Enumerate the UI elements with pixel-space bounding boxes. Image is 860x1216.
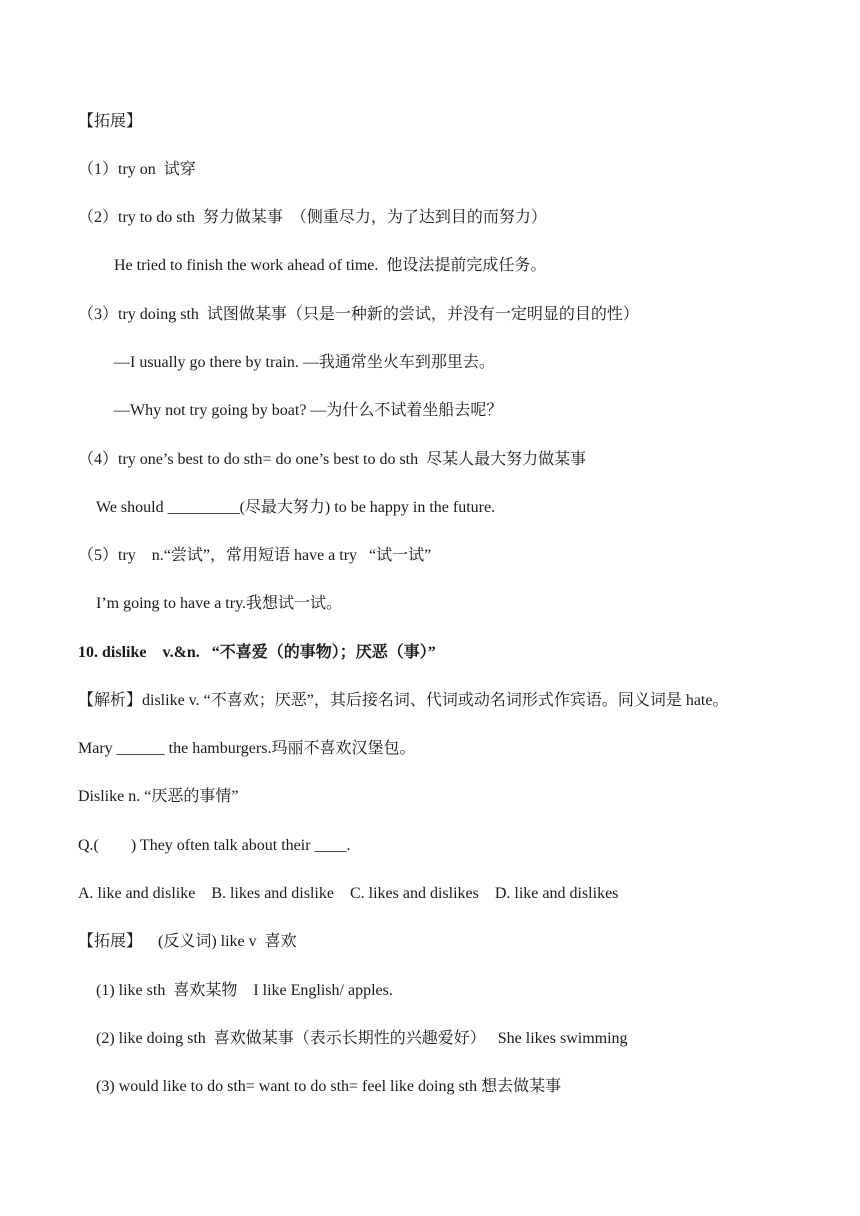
- try-ones-best-exercise: We should _________(尽最大努力) to be happy in the future.: [96, 499, 496, 516]
- would-like-item: (3) would like to do sth= want to do sth= feel like doing sth 想去做某事: [96, 1078, 562, 1095]
- try-on-item: （1）try on 试穿: [78, 161, 196, 178]
- try-ones-best-item: （4）try one’s best to do sth= do one’s best to do sth 尽某人最大努力做某事: [78, 451, 587, 468]
- dislike-heading: 10. dislike v.&n. “不喜爱（的事物）；厌恶（事）”: [78, 644, 436, 661]
- try-noun-item: （5）try n.“尝试”，常用短语 have a try “试一试”: [78, 547, 432, 564]
- dislike-noun-definition: Dislike n. “厌恶的事情”: [78, 788, 239, 805]
- expansion-heading: 【拓展】: [78, 113, 143, 130]
- try-doing-example-2: —Why not try going by boat? —为什么不试着坐船去呢？: [114, 402, 503, 419]
- try-to-do-item: （2）try to do sth 努力做某事 （侧重尽力，为了达到目的而努力）: [78, 209, 547, 226]
- question-stem: Q.( ) They often talk about their ____.: [78, 837, 351, 854]
- dislike-verb-exercise: Mary ______ the hamburgers.玛丽不喜欢汉堡包。: [78, 740, 416, 757]
- question-options: A. like and dislike B. likes and dislike C. likes and dislikes D. like and dislikes: [78, 885, 619, 902]
- like-expansion-heading: 【拓展】 (反义词) like v 喜欢: [78, 933, 297, 950]
- try-doing-item: （3）try doing sth 试图做某事（只是一种新的尝试，并没有一定明显的目的性）: [78, 306, 639, 323]
- try-noun-example: I’m going to have a try.我想试一试。: [96, 595, 343, 612]
- like-sth-item: (1) like sth 喜欢某物 I like English/ apples.: [96, 982, 393, 999]
- try-doing-example-1: —I usually go there by train. —我通常坐火车到那里去。: [114, 354, 495, 371]
- try-to-do-example: He tried to finish the work ahead of time. 他设法提前完成任务。: [114, 257, 547, 274]
- dislike-analysis: 【解析】dislike v. “不喜欢；厌恶”，其后接名词、代词或动名词形式作宾语。同义词是 hate。: [78, 692, 729, 709]
- like-doing-item: (2) like doing sth 喜欢做某事（表示长期性的兴趣爱好） She likes swimming: [96, 1030, 628, 1047]
